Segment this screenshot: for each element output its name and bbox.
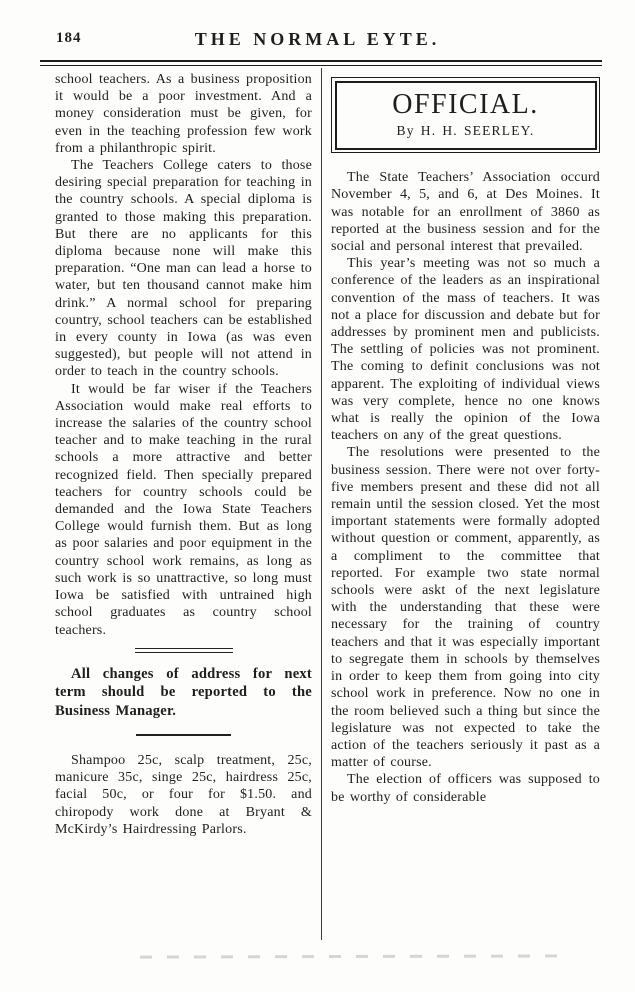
header-rule xyxy=(40,60,602,66)
advertisement-paragraph: Shampoo 25c, scalp treatment, 25c, manicure 35c, singe 25c, hairdress 25c, facial 50c, or four for $1.50. and chiropody work done at Bryant & McKirdy’s Hairdressing Parlors. xyxy=(55,752,312,837)
official-box xyxy=(331,77,600,153)
official-box-inner xyxy=(335,81,597,150)
official-title: OFFICIAL. xyxy=(392,88,539,120)
right-paragraph: The election of officers was supposed to be worthy of considerable xyxy=(331,772,600,805)
section-rule-single xyxy=(136,734,231,736)
left-column xyxy=(55,71,312,838)
official-byline: By H. H. SEERLEY. xyxy=(396,122,535,138)
right-column xyxy=(331,71,600,806)
scan-artifact xyxy=(140,954,570,958)
journal-title: THE NORMAL EYTE. xyxy=(194,29,441,49)
right-paragraph: The State Teachers’ Association occurd November 4, 5, and 6, at Des Moines. It was notable for an enrollment of 3860 as reported at the business session and for the social and personal interest that prevailed. xyxy=(331,170,600,255)
column-divider xyxy=(321,68,322,940)
section-rule-double xyxy=(135,648,233,653)
left-paragraph: It would be far wiser if the Teachers Association would make real efforts to increase the salaries of the country school teacher and to make teaching in the rural schools a more attractive and better recognized field. Then specially prepared teachers for country schools could be demanded and the Iowa State Teachers College would furnish them. But as long as poor salaries and poor equipment in the country school work remains, as long as such work is so unattractive, so long must Iowa be satisfied with untrained high school graduates as country school teachers. xyxy=(55,381,312,638)
right-paragraph: This year’s meeting was not so much a conference of the leaders as an inspirational convention of the mass of teachers. It was not a place for discussion and debate but for addresses by prominent men and publicists. The settling of policies was not prominent. The coming to definit conclusions was not apparent. The exploiting of individual views was very complete, hence no one knows what is really the opinion of the Iowa teachers on any of the great questions. xyxy=(331,256,600,444)
page-number: 184 xyxy=(56,30,82,46)
left-paragraph: The Teachers College caters to those desiring special preparation for teaching in the country schools. A special diploma is granted to those making this preparation. But there are no applicants for this diploma because none will make this preparation. “One man can lead a horse to water, but ten thousand cannot make him drink.” A normal school for preparing country, school teachers can be established in every county in Iowa (as was even suggested), but people will not attend in order to teach in the country schools. xyxy=(55,158,312,380)
left-paragraph-continuation: school teachers. As a business proposition it would be a poor investment. And a money consideration must be given, for even in the teaching profession few work from a philanthropic spirit. xyxy=(55,72,312,156)
address-change-notice: All changes of address for next term should be reported to the Business Manager. xyxy=(55,665,312,719)
right-paragraph: The resolutions were presented to the business session. There were not over forty-five members present and these did not all remain until the session closed. Yet the most important statements were formally adopted without question or comment, apparently, as a compliment to the committee that reported. For example two state normal schools were askt of the next legislature with the understanding that these were necessary for the training of country teachers and that it was especially important to segregate them in schools by themselves in order to keep them from going into city school work in preference. Now no one in the room believed such a thing but since the legislature was not expected to take the action of the teachers seriously it past as a matter of course. xyxy=(331,445,600,771)
